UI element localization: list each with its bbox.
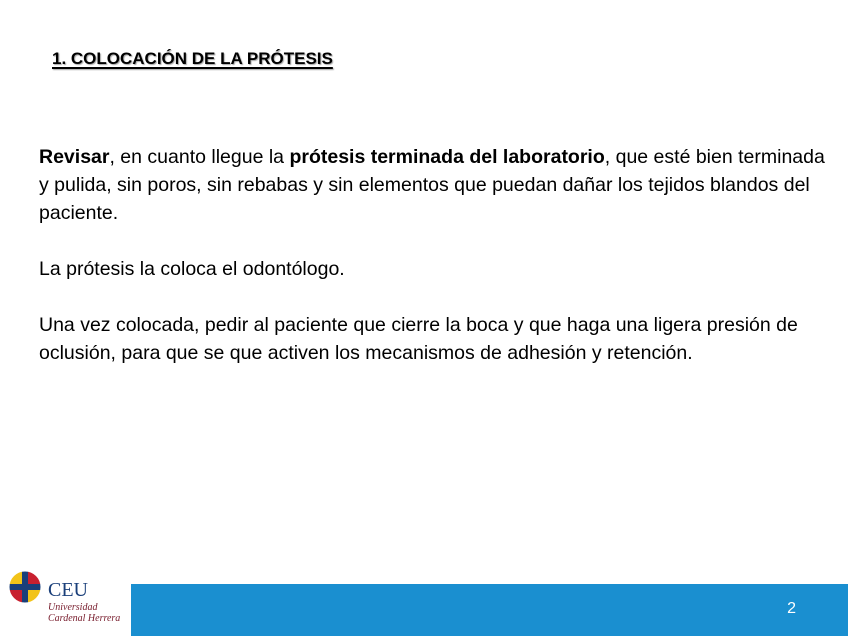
page-number: 2 — [787, 600, 796, 617]
bold-revisar: Revisar — [39, 146, 110, 168]
logo-name: CEU — [48, 579, 88, 601]
text-segment: , que esté bien terminada y pulida, sin poros, sin rebabas y sin elementos que puedan dañar los tejidos blandos del paciente. — [39, 146, 825, 224]
logo-subtitle — [48, 602, 120, 624]
paragraph-placement: La prótesis la coloca el odontólogo. — [39, 258, 345, 280]
text-segment: , en cuanto llegue la — [109, 146, 290, 168]
bold-protesis-terminada: prótesis terminada del laboratorio — [289, 146, 605, 168]
ceu-logo — [8, 570, 130, 630]
ceu-emblem-icon — [8, 570, 42, 604]
paragraph-occlusion: Una vez colocada, pedir al paciente que cierre la boca y que haga una ligera presión de oclusión, para que se que activen los mecanismos de adhesión y retención. — [39, 314, 798, 364]
paragraph-review — [39, 143, 829, 227]
logo-line-1: Universidad — [48, 602, 98, 613]
slide-body — [39, 143, 829, 395]
logo-line-2: Cardenal Herrera — [48, 613, 121, 624]
footer-bar — [131, 584, 848, 636]
slide-title: 1. COLOCACIÓN DE LA PRÓTESIS — [52, 49, 333, 68]
